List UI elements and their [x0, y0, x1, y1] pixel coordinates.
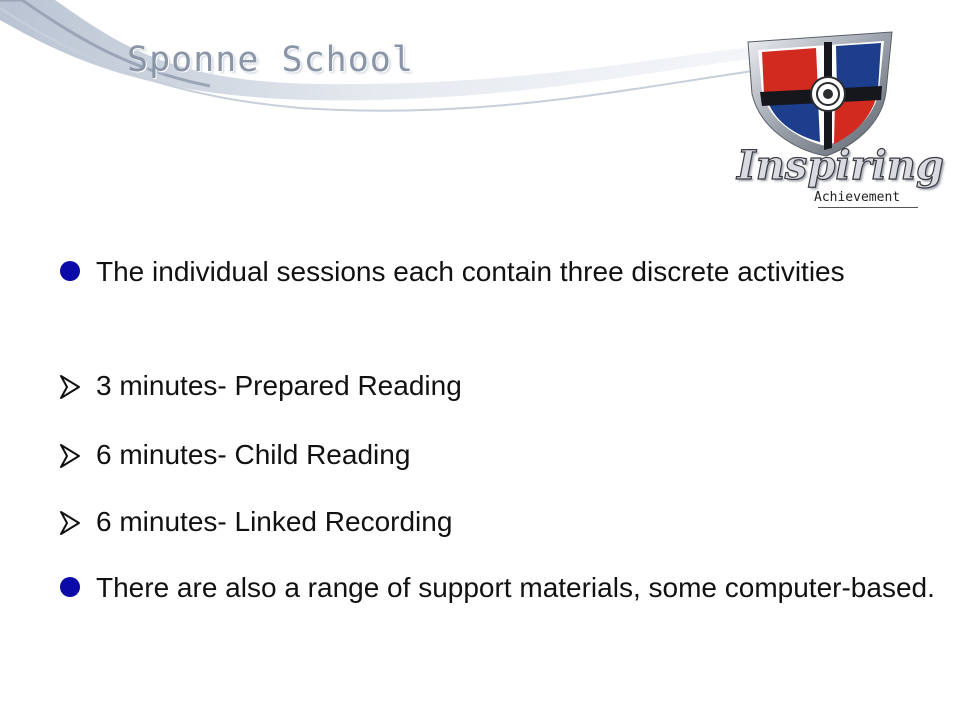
motto-sub: Achievement [814, 190, 901, 205]
motto-main: Inspiring [737, 142, 944, 189]
list-item [58, 435, 938, 474]
school-name: Sponne School [127, 40, 414, 80]
list-item [58, 252, 938, 291]
circle-bullet-icon [58, 252, 88, 292]
list-item-text: There are also a range of support materials, some computer-based. [96, 572, 935, 603]
arrow-bullet-icon [58, 502, 88, 542]
motto-divider [818, 207, 918, 208]
arrow-bullet-icon [58, 435, 88, 475]
list-item [58, 568, 938, 607]
list-item [58, 502, 938, 541]
list-item-text: The individual sessions each contain three discrete activities [96, 256, 845, 287]
circle-bullet-icon [58, 568, 88, 608]
list-item-text: 6 minutes- Linked Recording [96, 506, 453, 537]
list-item-text: 6 minutes- Child Reading [96, 439, 411, 470]
list-item-text: 3 minutes- Prepared Reading [96, 370, 462, 401]
school-crest-icon [742, 28, 902, 160]
list-item [58, 366, 938, 405]
arrow-bullet-icon [58, 366, 88, 406]
